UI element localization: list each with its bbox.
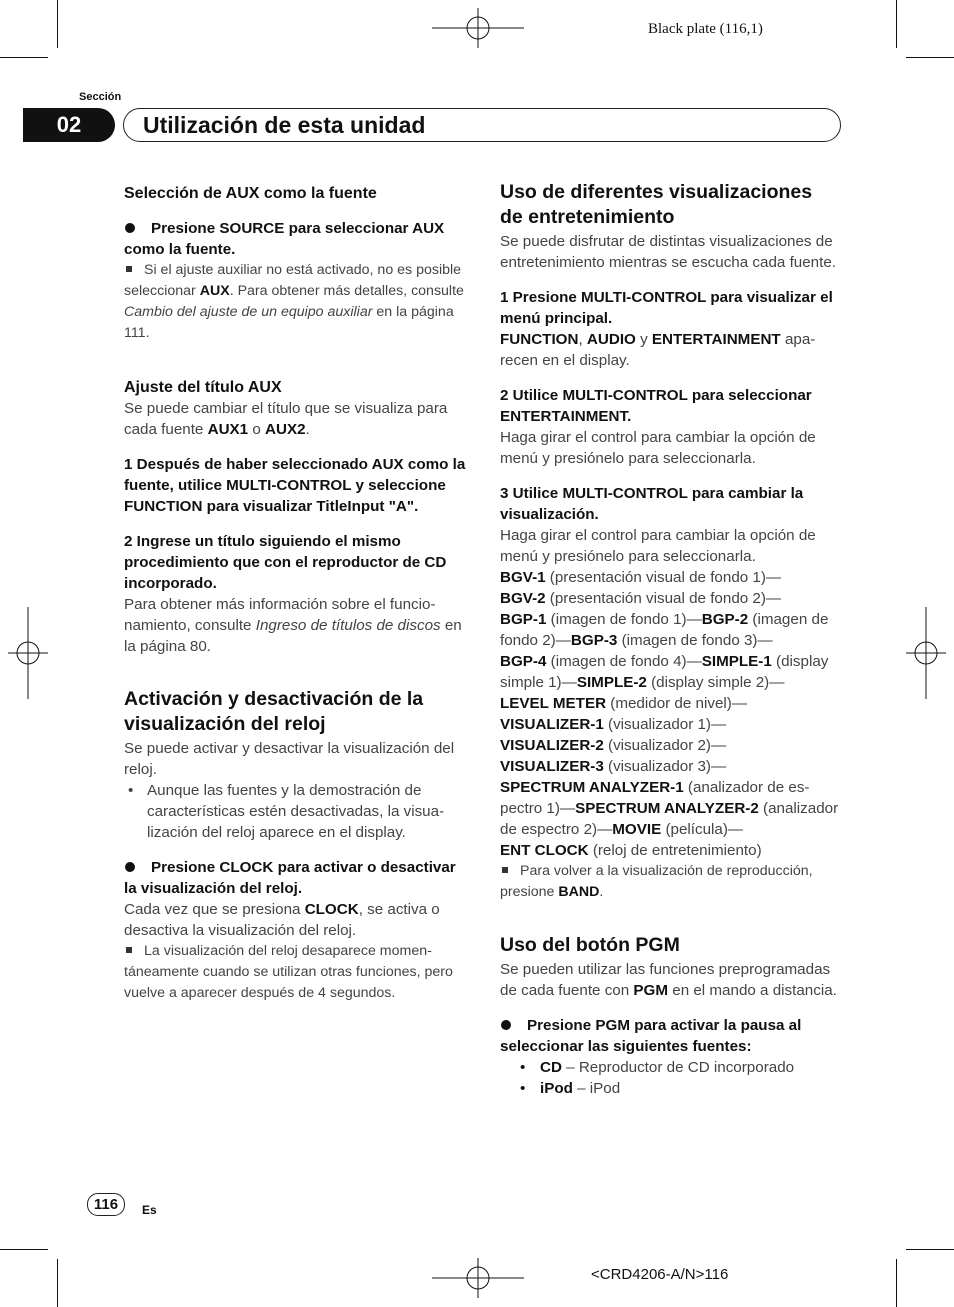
ent-step-1: 1 Presione MULTI-CONTROL para visualizar el menú principal. (500, 289, 833, 327)
ent-step-3: 3 Utilice MULTI-CONTROL para cambiar la visualización. (500, 485, 804, 523)
title-heading: Ajuste del título AUX (124, 379, 282, 396)
right-column (500, 180, 840, 1099)
aux-heading: Selección de AUX como la fuente (124, 185, 377, 202)
ent-step-2: 2 Utilice MULTI-CONTROL para seleccionar ENTERTAINMENT. (500, 387, 812, 425)
registration-mark-icon (906, 607, 946, 699)
ent-step-2-text: Haga girar el control para cambiar la opción de menú y presiónelo para seleccionarla. (500, 429, 816, 467)
left-column (124, 180, 467, 1004)
aux-instruction: Presione SOURCE para seleccionar AUX como la fuente. (124, 220, 445, 258)
clock-note: La visualización del reloj desaparece momentáneamente cuando se utilizan otras funciones, pero vuelve a aparecer después de 4 segundos. (124, 943, 453, 1001)
clock-text: Se puede activar y desactivar la visualización del reloj. (124, 740, 455, 778)
note-square-icon (502, 867, 508, 873)
pgm-text: Se pueden utilizar las funciones preprogramadas de cada fuente con PGM en el mando a distancia. (500, 961, 837, 999)
document-code: <CRD4206-A/N>116 (591, 1266, 729, 1283)
ent-step-3-text: Haga girar el control para cambiar la opción de menú y presiónelo para seleccionarla. (500, 527, 816, 565)
section-title: Utilización de esta unidad (123, 108, 841, 142)
crop-mark (57, 0, 58, 48)
plate-label: Black plate (116,1) (648, 21, 763, 37)
section-number: 02 (23, 108, 115, 142)
pgm-instruction: Presione PGM para activar la pausa al seleccionar las siguientes fuentes: (500, 1017, 802, 1055)
crop-mark (896, 0, 897, 48)
crop-mark (896, 1259, 897, 1307)
bullet-dot-icon (125, 862, 135, 872)
crop-mark (906, 57, 954, 58)
registration-mark-icon (432, 1258, 524, 1298)
clock-instruction: Presione CLOCK para activar o desactivar la visualización del reloj. (124, 859, 456, 897)
bullet-dot-icon (501, 1020, 511, 1030)
crop-mark (906, 1249, 954, 1250)
crop-mark (57, 1259, 58, 1307)
step-2-text: Para obtener más información sobre el funcionamiento, consulte Ingreso de títulos de discos en la página 80. (124, 596, 462, 655)
source-item: • iPod – iPod (520, 1080, 621, 1097)
registration-mark-icon (432, 8, 524, 48)
ent-heading: Uso de diferentes visualizaciones de entretenimiento (500, 181, 813, 228)
page-number: 116 (87, 1193, 125, 1216)
note-square-icon (126, 947, 132, 953)
bullet-dot-icon (125, 223, 135, 233)
pgm-heading: Uso del botón PGM (500, 934, 680, 956)
title-text: Se puede cambiar el título que se visualiza para cada fuente AUX1 o AUX2. (124, 400, 448, 438)
display-options: BGV-1 (presentación visual de fondo 1)— BGV-2 (presentación visual de fondo 2)— BGP-1 (imagen de fondo 1)—BGP-2 (imagen de fondo 2)—BGP-3 (imagen de fondo 3)— BGP-4 (imagen de fondo 4)—SIMPLE-1 (display simple 1)—SIMPLE-2 (display simple 2)— LEVEL METER (medidor de nivel)— VISUALIZER-1 (visualizador 1)— VISUALIZER-2 (visualizador 2)— VISUALIZER-3 (visualizador 3)— SPECTRUM ANALYZER-1 (analizador de espectro 1)—SPECTRUM ANALYZER-2 (analizador de espectro 2)—MOVIE (película)— ENT CLOCK (reloj de entretenimiento) (500, 569, 839, 859)
ent-step-1-text: FUNCTION, AUDIO y ENTERTAINMENT aparecen en el display. (500, 331, 816, 369)
registration-mark-icon (8, 607, 48, 699)
step-1: 1 Después de haber seleccionado AUX como la fuente, utilice MULTI-CONTROL y seleccione FUNCTION para visualizar TitleInput "A". (124, 456, 466, 515)
note-square-icon (126, 266, 132, 272)
language-code: Es (142, 1203, 157, 1217)
crop-mark (0, 1249, 48, 1250)
band-note: Para volver a la visualización de reproducción, presione BAND. (500, 863, 813, 900)
clock-heading: Activación y desactivación de la visualización del reloj (124, 688, 424, 735)
clock-text-2: Cada vez que se presiona CLOCK, se activa o desactiva la visualización del reloj. (124, 901, 440, 939)
aux-note: Si el ajuste auxiliar no está activado, no es posible seleccionar AUX. Para obtener más detalles, consulte Cambio del ajuste de un equipo auxiliar en la página 111. (124, 262, 464, 341)
section-label: Sección (79, 91, 122, 103)
ent-text: Se puede disfrutar de distintas visualizaciones de entretenimiento mientras se escucha cada fuente. (500, 233, 837, 271)
crop-mark (0, 57, 48, 58)
step-2: 2 Ingrese un título siguiendo el mismo procedimiento que con el reproductor de CD incorporado. (124, 533, 447, 592)
source-item: • CD – Reproductor de CD incorporado (520, 1059, 795, 1076)
clock-bullet: • Aunque las fuentes y la demostración de características estén desactivadas, la visualización del reloj aparece en el display. (128, 782, 445, 841)
